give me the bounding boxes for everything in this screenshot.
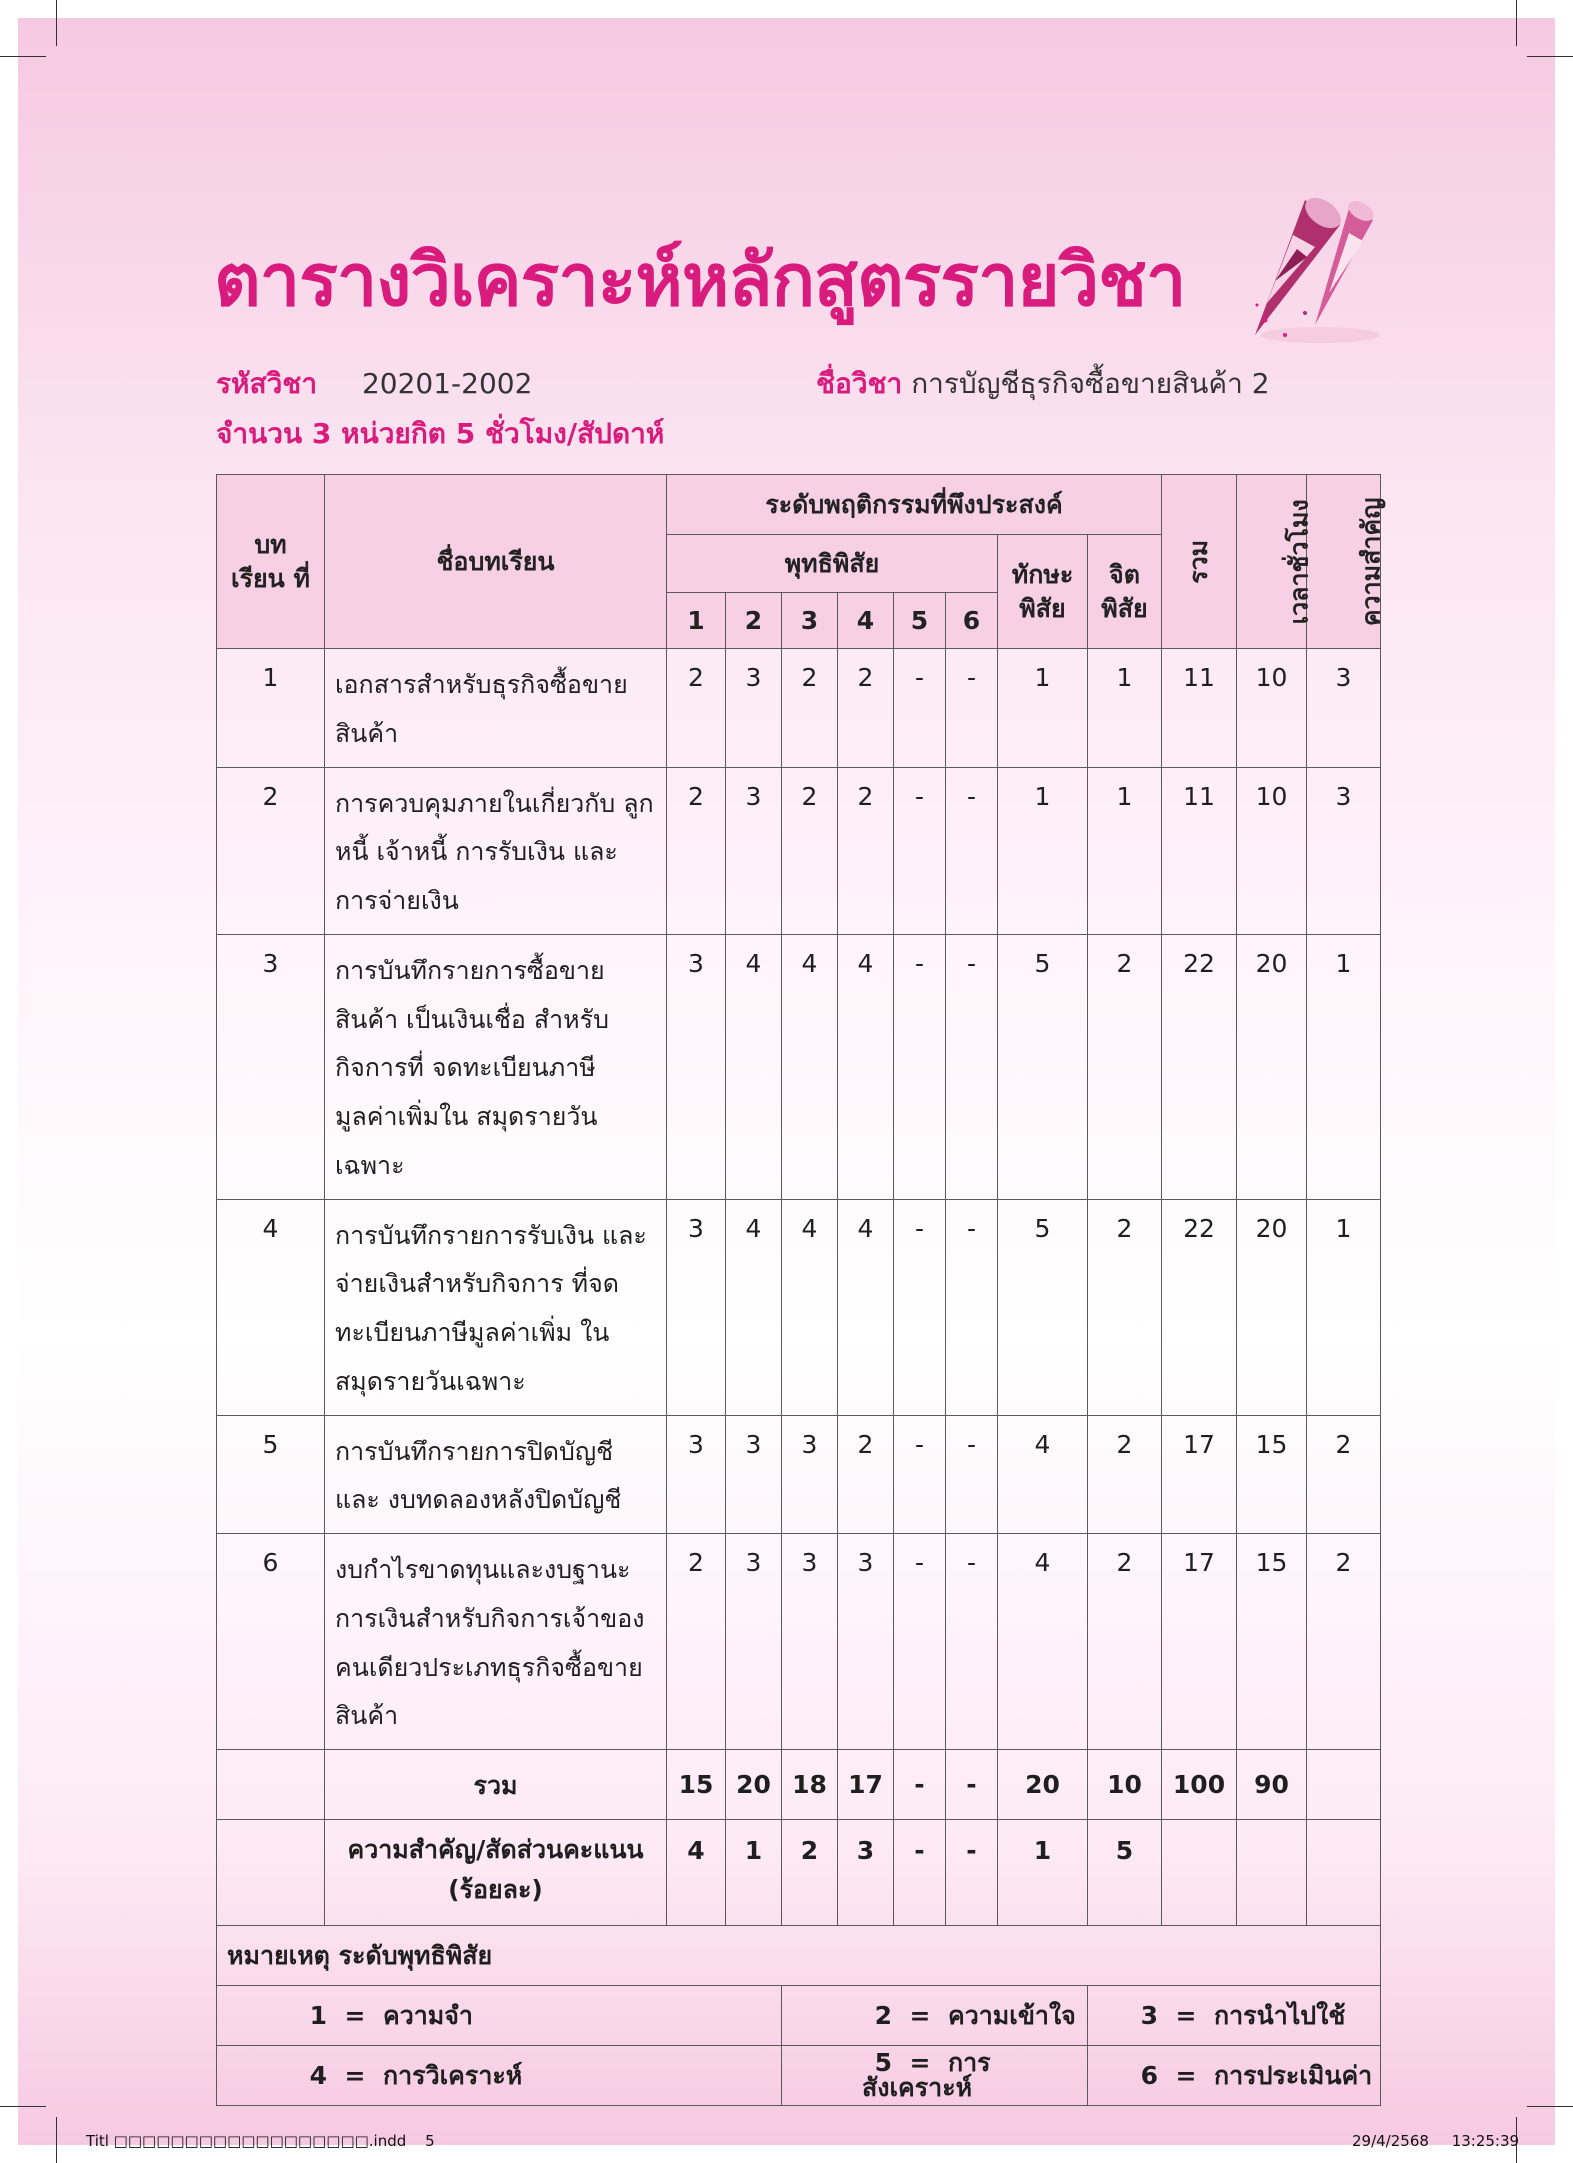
lesson-name-cell: การบันทึกรายการรับเงิน และจ่ายเงินสำหรับกิจการ ที่จดทะเบียนภาษีมูลค่าเพิ่ม ในสมุดรายวันเฉพาะ [325, 1199, 667, 1415]
table-cell: 2 [1088, 1534, 1162, 1750]
table-cell: - [894, 1819, 946, 1925]
table-cell: 4 [782, 934, 838, 1199]
table-cell: 2 [838, 767, 894, 934]
legend-cell [217, 2045, 782, 2105]
legend-number: 2 [874, 2000, 892, 2030]
header-importance [1307, 475, 1386, 649]
table-cell: 4 [782, 1199, 838, 1415]
crop-mark [0, 2106, 46, 2107]
table-row [217, 649, 1381, 768]
legend-cell [1088, 2045, 1381, 2105]
note-text: หมายเหตุ ระดับพุทธิพิสัย [217, 1925, 1381, 1985]
legend-cell [782, 1985, 1088, 2045]
header-hours-text: เวลาชั่วโมง [1284, 498, 1314, 625]
legend-label: ความเข้าใจ [948, 2000, 1076, 2030]
table-cell: 3 [726, 1534, 782, 1750]
header-hours [1237, 475, 1314, 649]
table-cell [1307, 1819, 1381, 1925]
legend-item [297, 2060, 523, 2090]
legend-cell [217, 1985, 782, 2045]
table-cell: 3 [667, 934, 726, 1199]
lesson-name-cell: งบกำไรขาดทุนและงบฐานะ การเงินสำหรับกิจการเจ้าของ คนเดียวประเภทธุรกิจซื้อขาย สินค้า [325, 1534, 667, 1750]
legend-label: การนำไปใช้ [1214, 2000, 1346, 2030]
table-cell [217, 1819, 325, 1925]
table-row [217, 934, 1381, 1199]
legend-label: ความจำ [383, 2000, 473, 2030]
legend-equals: = [344, 2060, 366, 2090]
crop-mark [0, 56, 46, 57]
note-row [217, 1925, 1381, 1985]
table-cell: 2 [667, 649, 726, 768]
table-cell: 3 [667, 1415, 726, 1534]
header-level-4: 4 [838, 593, 894, 649]
table-cell: 20 [726, 1750, 782, 1820]
table-cell: - [946, 934, 998, 1199]
footer-time: 13:25:39 [1451, 2132, 1520, 2150]
table-cell: 17 [1162, 1415, 1237, 1534]
table-cell: 4 [726, 934, 782, 1199]
credit-line [216, 412, 664, 456]
course-code-label: รหัสวิชา [216, 367, 318, 400]
table-cell [1237, 1819, 1307, 1925]
table-cell: 1 [998, 1819, 1088, 1925]
table-cell: 2 [1088, 1199, 1162, 1415]
header-level-3: 3 [782, 593, 838, 649]
header-level-5: 5 [894, 593, 946, 649]
legend-label: การประเมินค่า [1214, 2060, 1373, 2090]
header-behavior: ระดับพฤติกรรมที่พึงประสงค์ [667, 475, 1162, 535]
course-name: การบัญชีธุรกิจซื้อขายสินค้า 2 [911, 367, 1270, 400]
table-cell: 2 [1307, 1534, 1381, 1750]
lesson-number-cell: 3 [217, 934, 325, 1199]
table-cell: 20 [1237, 934, 1307, 1199]
table-cell: - [946, 1415, 998, 1534]
table-row [217, 767, 1381, 934]
legend-number: 5 [874, 2048, 892, 2078]
table-cell: - [894, 1534, 946, 1750]
table-cell: - [946, 1199, 998, 1415]
course-code: 20201-2002 [361, 367, 533, 400]
table-cell: 22 [1162, 1199, 1237, 1415]
table-cell: 90 [1237, 1750, 1307, 1820]
table-cell: 4 [838, 934, 894, 1199]
table-cell: 4 [726, 1199, 782, 1415]
credit-text: จำนวน 3 หน่วยกิต 5 ชั่วโมง/สัปดาห์ [216, 417, 665, 450]
table-cell: 3 [838, 1819, 894, 1925]
table-row [217, 1415, 1381, 1534]
table-cell: - [946, 1750, 998, 1820]
legend-cell [1088, 1985, 1381, 2045]
table-cell: 17 [1162, 1534, 1237, 1750]
table-cell: 3 [726, 649, 782, 768]
page-title: ตารางวิเคราะห์หลักสูตรรายวิชา [214, 238, 1186, 322]
table-cell: 1 [998, 767, 1088, 934]
lesson-name-cell: เอกสารสำหรับธุรกิจซื้อขาย สินค้า [325, 649, 667, 768]
table-cell [217, 1750, 325, 1820]
legend-number: 4 [309, 2060, 327, 2090]
table-cell: 5 [1088, 1819, 1162, 1925]
table-cell: 1 [998, 649, 1088, 768]
header-level-2: 2 [726, 593, 782, 649]
table-cell: 10 [1237, 767, 1307, 934]
header-level-1: 1 [667, 593, 726, 649]
table-cell: 20 [998, 1750, 1088, 1820]
table-cell: - [946, 1819, 998, 1925]
legend-item [1128, 2060, 1373, 2090]
table-header [217, 475, 1386, 649]
table-cell: 3 [782, 1415, 838, 1534]
header-affective: จิต พิสัย [1088, 535, 1162, 649]
course-code-line [216, 362, 532, 406]
table-cell: 3 [782, 1534, 838, 1750]
footer-filename: Titl □□□□□□□□□□□□□□□□□□.indd [86, 2132, 407, 2150]
legend-number: 1 [309, 2000, 327, 2030]
table-cell: 2 [1088, 1415, 1162, 1534]
table-cell: 20 [1237, 1199, 1307, 1415]
table-cell: 1 [1088, 767, 1162, 934]
table-cell: 3 [1307, 767, 1381, 934]
lesson-name-cell: การบันทึกรายการปิดบัญชีและ งบทดลองหลังปิดบัญชี [325, 1415, 667, 1534]
table-cell: 3 [726, 767, 782, 934]
footer-file [86, 2132, 435, 2150]
table-cell: 2 [667, 1534, 726, 1750]
header-importance-text: ความสำคัญ [1356, 497, 1386, 626]
table-cell: 11 [1162, 767, 1237, 934]
footer-page-number: 5 [425, 2132, 435, 2150]
table-cell: 11 [1162, 649, 1237, 768]
table-cell: - [946, 1534, 998, 1750]
table-cell: - [894, 1415, 946, 1534]
table-cell: 15 [1237, 1415, 1307, 1534]
crop-mark [1527, 2106, 1573, 2107]
table-cell: 10 [1088, 1750, 1162, 1820]
legend-item [862, 2000, 1076, 2030]
table-cell: 3 [838, 1534, 894, 1750]
table-cell: 4 [998, 1534, 1088, 1750]
table-cell: 2 [782, 1819, 838, 1925]
table-cell: 4 [838, 1199, 894, 1415]
legend-item [1128, 2000, 1346, 2030]
course-name-line [816, 362, 1270, 406]
table-cell: 2 [782, 649, 838, 768]
table-cell: 15 [667, 1750, 726, 1820]
legend-label: การวิเคราะห์ [383, 2060, 523, 2090]
legend-number: 3 [1140, 2000, 1158, 2030]
lesson-number-cell: 4 [217, 1199, 325, 1415]
header-total [1162, 475, 1237, 649]
table-cell: 4 [998, 1415, 1088, 1534]
table-cell: 2 [782, 767, 838, 934]
table-cell [1162, 1819, 1237, 1925]
table-cell: - [894, 1199, 946, 1415]
importance-label: ความสำคัญ/สัดส่วนคะแนน (ร้อยละ) [325, 1819, 667, 1925]
lesson-name-cell: การควบคุมภายในเกี่ยวกับ ลูกหนี้ เจ้าหนี้ การรับเงิน และ การจ่ายเงิน [325, 767, 667, 934]
table-cell: - [894, 1750, 946, 1820]
table-cell: - [894, 767, 946, 934]
header-cognitive: พุทธิพิสัย [667, 535, 998, 593]
legend-cell [782, 2045, 1088, 2105]
table-cell: 10 [1237, 649, 1307, 768]
lesson-number-cell: 6 [217, 1534, 325, 1750]
table-cell: 100 [1162, 1750, 1237, 1820]
importance-row [217, 1819, 1381, 1925]
legend-row [217, 1985, 1381, 2045]
table-cell: 1 [1307, 934, 1381, 1199]
legend-label: การสังเคราะห์ [862, 2048, 991, 2103]
lesson-number-cell: 1 [217, 649, 325, 768]
footer-timestamp [1352, 2132, 1519, 2150]
table-cell: 1 [726, 1819, 782, 1925]
table-cell [1307, 1750, 1381, 1820]
table-body [217, 649, 1381, 1750]
crop-mark [1527, 56, 1573, 57]
header-total-text: รวม [1184, 539, 1214, 584]
legend-equals: = [344, 2000, 366, 2030]
party-horn-icon [1245, 185, 1380, 350]
course-name-label: ชื่อวิชา [816, 367, 903, 400]
table-cell: 18 [782, 1750, 838, 1820]
table-cell: 3 [667, 1199, 726, 1415]
table-cell: 3 [1307, 649, 1381, 768]
legend-equals: = [909, 2000, 931, 2030]
table-cell: 15 [1237, 1534, 1307, 1750]
lesson-number-cell: 5 [217, 1415, 325, 1534]
legend-equals: = [909, 2048, 931, 2078]
header-lesson-name: ชื่อบทเรียน [325, 475, 667, 649]
header-psychomotor: ทักษะ พิสัย [998, 535, 1088, 649]
curriculum-table [216, 474, 1386, 2106]
table-row [217, 1534, 1381, 1750]
header-level-6: 6 [946, 593, 998, 649]
lesson-name-cell: การบันทึกรายการซื้อขายสินค้า เป็นเงินเชื่อ สำหรับกิจการที่ จดทะเบียนภาษีมูลค่าเพิ่มใน สมุดรายวันเฉพาะ [325, 934, 667, 1199]
crop-mark [1516, 0, 1517, 46]
table-cell: 1 [1088, 649, 1162, 768]
table-cell: 2 [838, 649, 894, 768]
table-cell: - [946, 767, 998, 934]
header-lesson-no: บทเรียน ที่ [217, 475, 325, 649]
legend-equals: = [1175, 2060, 1197, 2090]
sum-label: รวม [325, 1750, 667, 1820]
table-cell: 1 [1307, 1199, 1381, 1415]
table-cell: 22 [1162, 934, 1237, 1199]
table-cell: 4 [667, 1819, 726, 1925]
table-cell: 2 [1088, 934, 1162, 1199]
table-cell: 17 [838, 1750, 894, 1820]
table-cell: - [894, 934, 946, 1199]
table-cell: 5 [998, 934, 1088, 1199]
legend-number: 6 [1140, 2060, 1158, 2090]
footer-date: 29/4/2568 [1352, 2132, 1429, 2150]
table-cell: - [946, 649, 998, 768]
legend-equals: = [1175, 2000, 1197, 2030]
legend-row [217, 2045, 1381, 2105]
table-summary [217, 1750, 1381, 2106]
table-row [217, 1199, 1381, 1415]
sum-row [217, 1750, 1381, 1820]
crop-mark [56, 2117, 57, 2163]
table-cell: 2 [1307, 1415, 1381, 1534]
legend-item [862, 2048, 1087, 2103]
crop-mark [56, 0, 57, 46]
table-cell: 3 [726, 1415, 782, 1534]
table-cell: 2 [667, 767, 726, 934]
table-cell: 2 [838, 1415, 894, 1534]
legend-item [297, 2000, 473, 2030]
table-cell: - [894, 649, 946, 768]
table-cell: 5 [998, 1199, 1088, 1415]
lesson-number-cell: 2 [217, 767, 325, 934]
